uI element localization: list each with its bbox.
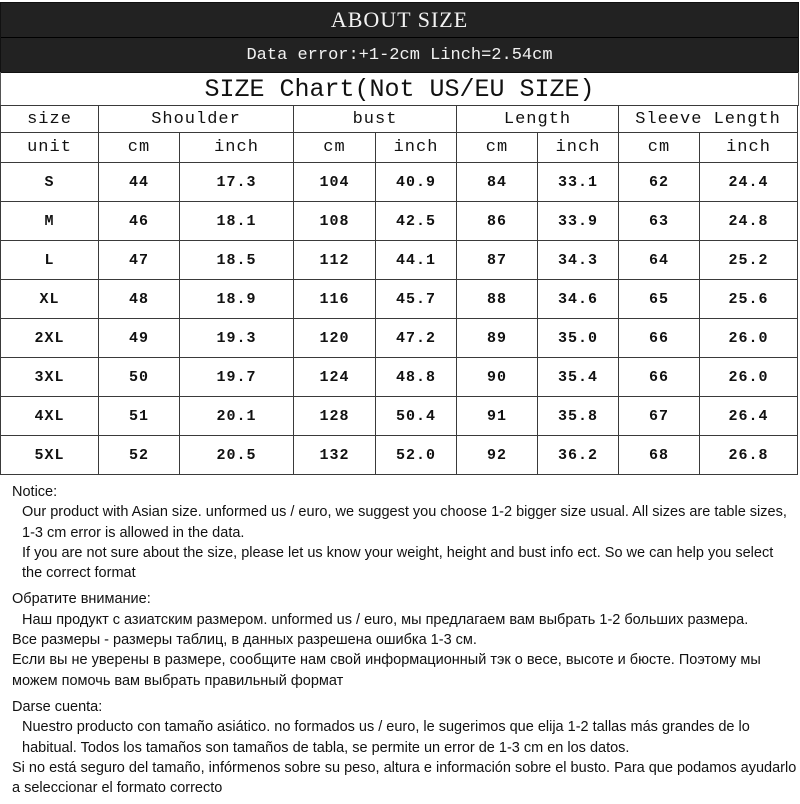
measurement-cell: 24.8 (700, 202, 798, 241)
table-row (1, 241, 798, 280)
measurement-cell: 128 (294, 397, 376, 436)
measurement-cell: 52 (99, 436, 180, 475)
unit-header-row (1, 133, 798, 163)
data-error-note: Data error:+1-2cm Linch=2.54cm (246, 45, 553, 65)
measurement-cell: 52.0 (376, 436, 457, 475)
table-row (1, 436, 798, 475)
table-row (1, 163, 798, 202)
measurement-cell: 17.3 (180, 163, 294, 202)
size-header: size (1, 106, 99, 133)
unit-cell: cm (457, 133, 538, 163)
measurement-cell: 47 (99, 241, 180, 280)
measurement-cell: 90 (457, 358, 538, 397)
bust-header: bust (294, 106, 457, 133)
size-cell: S (1, 163, 99, 202)
measurement-cell: 48 (99, 280, 180, 319)
measurement-cell: 68 (619, 436, 700, 475)
measurement-cell: 44.1 (376, 241, 457, 280)
size-cell: M (1, 202, 99, 241)
measurement-cell: 35.8 (538, 397, 619, 436)
notice-paragraph: Si no está seguro del tamaño, infórmenos sobre su peso, altura e información sobre el busto. Para que podamos ayudarlo a seleccionar el formato correcto (12, 759, 797, 797)
measurement-cell: 92 (457, 436, 538, 475)
size-cell: 2XL (1, 319, 99, 358)
measurement-cell: 51 (99, 397, 180, 436)
table-body (1, 163, 798, 475)
measurement-cell: 24.4 (700, 163, 798, 202)
measurement-cell: 64 (619, 241, 700, 280)
measurement-cell: 116 (294, 280, 376, 319)
shoulder-header: Shoulder (99, 106, 294, 133)
table-row (1, 358, 798, 397)
measurement-cell: 89 (457, 319, 538, 358)
measurement-cell: 66 (619, 319, 700, 358)
measurement-cell: 34.3 (538, 241, 619, 280)
measurement-cell: 45.7 (376, 280, 457, 319)
measurement-cell: 86 (457, 202, 538, 241)
measurement-cell: 124 (294, 358, 376, 397)
measurement-cell: 91 (457, 397, 538, 436)
measurement-cell: 18.9 (180, 280, 294, 319)
measurement-cell: 26.0 (700, 358, 798, 397)
unit-cell: cm (294, 133, 376, 163)
notice-paragraph: Все размеры - размеры таблиц, в данных разрешена ошибка 1-3 см. (12, 632, 477, 649)
notice-spanish (12, 697, 797, 798)
size-cell: 4XL (1, 397, 99, 436)
measurement-cell: 35.0 (538, 319, 619, 358)
measurement-cell: 108 (294, 202, 376, 241)
size-cell: L (1, 241, 99, 280)
size-cell: 3XL (1, 358, 99, 397)
measurement-cell: 26.8 (700, 436, 798, 475)
notice-heading: Обратите внимание: (12, 591, 151, 608)
measurement-cell: 25.6 (700, 280, 798, 319)
size-cell: 5XL (1, 436, 99, 475)
measurement-cell: 36.2 (538, 436, 619, 475)
measurement-cell: 62 (619, 163, 700, 202)
measurement-cell: 48.8 (376, 358, 457, 397)
notes-section (12, 482, 797, 804)
measurement-cell: 67 (619, 397, 700, 436)
unit-cell: inch (700, 133, 798, 163)
notice-paragraph: Nuestro producto con tamaño asiático. no formados us / euro, le sugerimos que elija 1-2 tallas más grandes de lo habitual. Todos los tamaños son tamaños de tabla, se permite un error de 1-3 cm en los datos. (22, 719, 750, 756)
measurement-cell: 87 (457, 241, 538, 280)
notice-english (12, 482, 797, 583)
measurement-cell: 25.2 (700, 241, 798, 280)
measurement-cell: 132 (294, 436, 376, 475)
measurement-cell: 19.7 (180, 358, 294, 397)
measurement-cell: 63 (619, 202, 700, 241)
size-cell: XL (1, 280, 99, 319)
group-header-row (1, 106, 798, 133)
notice-paragraph: Если вы не уверены в размере, сообщите нам свой информационный тэк о весе, высоте и бюсте. Поэтому мы можем помочь вам выбрать правильный формат (12, 652, 761, 689)
measurement-cell: 47.2 (376, 319, 457, 358)
notice-paragraph: If you are not sure about the size, please let us know your weight, height and bust info ect. So we can help you select the correct format (22, 544, 774, 582)
measurement-cell: 35.4 (538, 358, 619, 397)
header-banner (0, 2, 799, 73)
unit-cell: inch (376, 133, 457, 163)
measurement-cell: 50.4 (376, 397, 457, 436)
measurement-cell: 34.6 (538, 280, 619, 319)
measurement-cell: 26.4 (700, 397, 798, 436)
measurement-cell: 65 (619, 280, 700, 319)
measurement-cell: 46 (99, 202, 180, 241)
measurement-cell: 19.3 (180, 319, 294, 358)
measurement-cell: 49 (99, 319, 180, 358)
notice-paragraph: Our product with Asian size. unformed us / euro, we suggest you choose 1-2 bigger size usual. All sizes are table sizes, 1-3 cm error is allowed in the data. (22, 504, 787, 541)
measurement-cell: 20.5 (180, 436, 294, 475)
measurement-cell: 40.9 (376, 163, 457, 202)
measurement-cell: 112 (294, 241, 376, 280)
table-row (1, 397, 798, 436)
measurement-cell: 18.1 (180, 202, 294, 241)
notice-heading: Notice: (12, 484, 58, 500)
size-table (0, 105, 798, 475)
measurement-cell: 104 (294, 163, 376, 202)
measurement-cell: 42.5 (376, 202, 457, 241)
table-row (1, 202, 798, 241)
unit-cell: inch (180, 133, 294, 163)
measurement-cell: 88 (457, 280, 538, 319)
size-chart-title: SIZE Chart(Not US/EU SIZE) (0, 72, 799, 106)
measurement-cell: 33.1 (538, 163, 619, 202)
measurement-cell: 44 (99, 163, 180, 202)
unit-cell: inch (538, 133, 619, 163)
measurement-cell: 50 (99, 358, 180, 397)
measurement-cell: 66 (619, 358, 700, 397)
sleeve-length-header: Sleeve Length (619, 106, 798, 133)
notice-heading: Darse cuenta: (12, 698, 103, 715)
measurement-cell: 120 (294, 319, 376, 358)
unit-cell: cm (99, 133, 180, 163)
notice-paragraph: Наш продукт с азиатским размером. unformed us / euro, мы предлагаем вам выбрать 1-2 больших размера. (22, 611, 749, 628)
length-header: Length (457, 106, 619, 133)
table-row (1, 319, 798, 358)
notice-russian (12, 589, 797, 690)
table-row (1, 280, 798, 319)
page-title: ABOUT SIZE (1, 3, 798, 38)
unit-label: unit (1, 133, 99, 163)
measurement-cell: 26.0 (700, 319, 798, 358)
measurement-cell: 84 (457, 163, 538, 202)
unit-cell: cm (619, 133, 700, 163)
measurement-cell: 18.5 (180, 241, 294, 280)
measurement-cell: 33.9 (538, 202, 619, 241)
measurement-cell: 20.1 (180, 397, 294, 436)
